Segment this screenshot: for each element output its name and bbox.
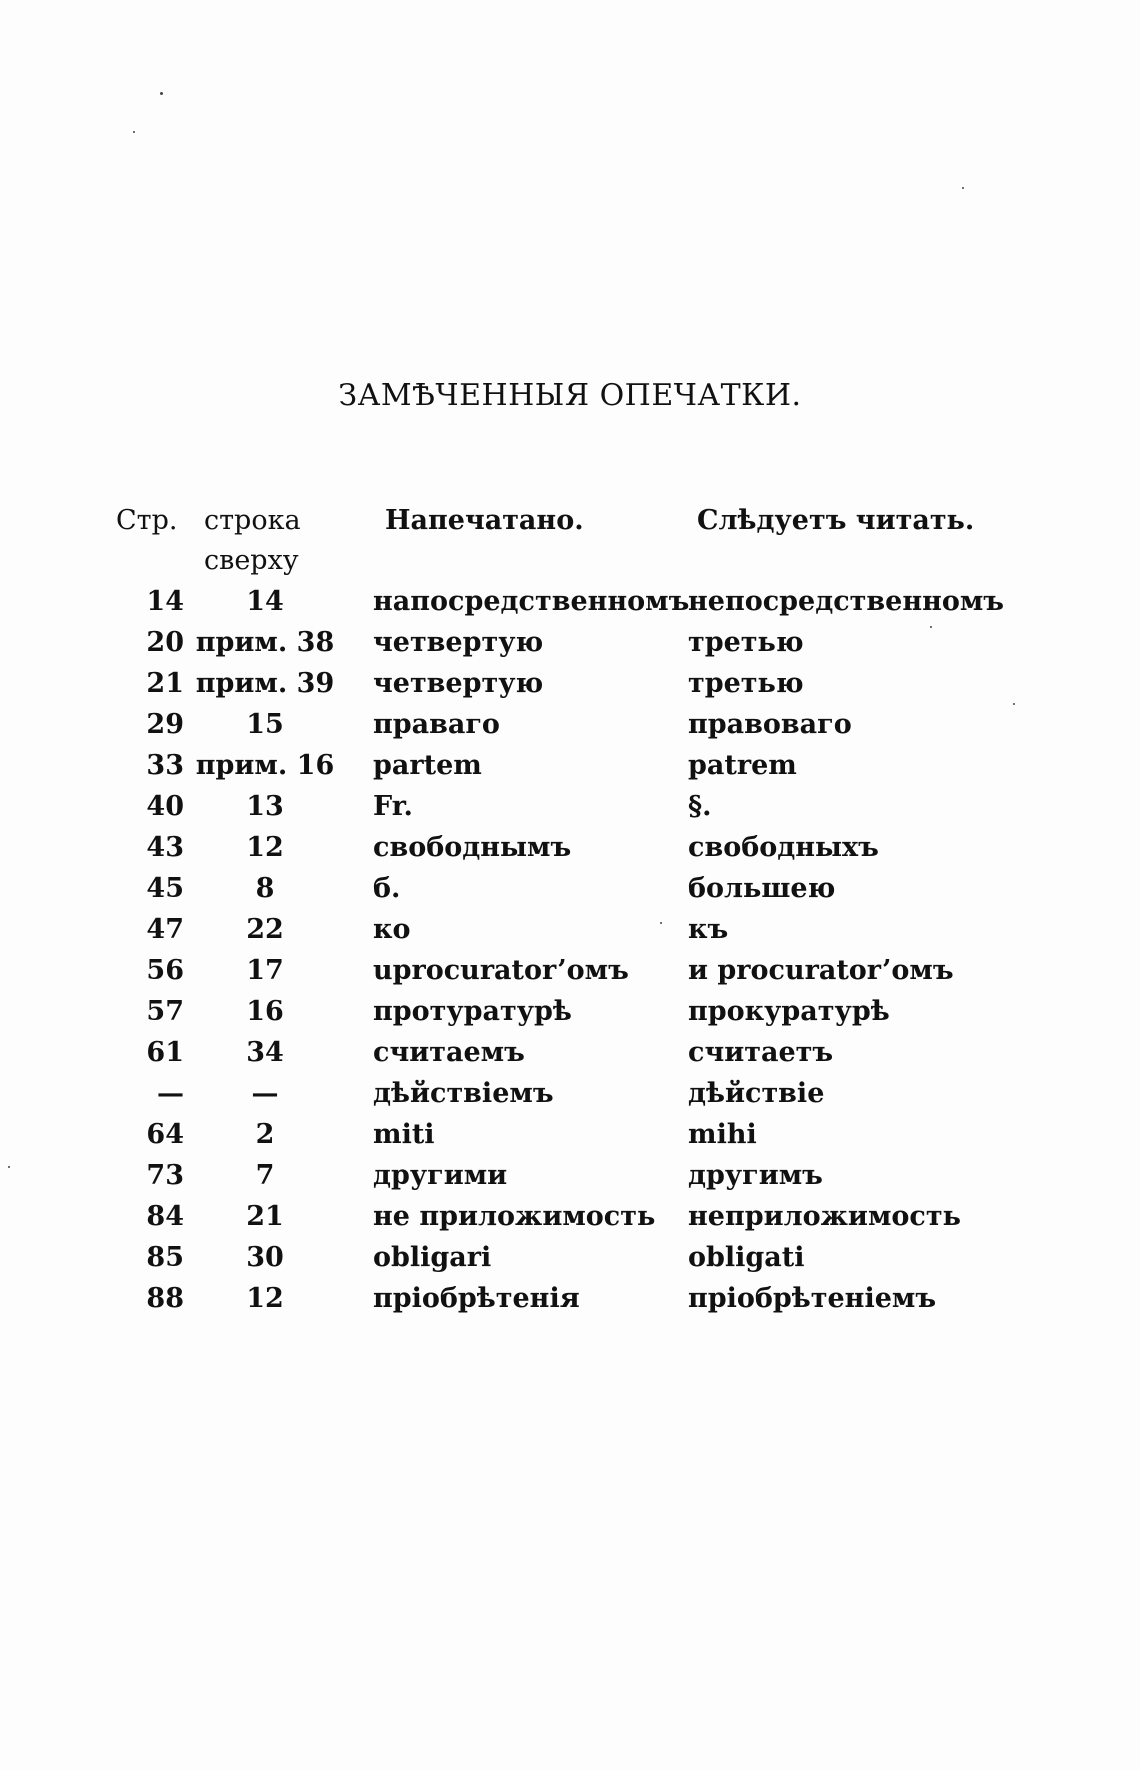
cell-correct: неприложимость bbox=[688, 1201, 961, 1232]
cell-correct: свободныхъ bbox=[688, 832, 879, 863]
cell-correct: прокуратурѣ bbox=[688, 996, 890, 1027]
table-row bbox=[0, 1119, 1140, 1159]
cell-printed: другими bbox=[373, 1160, 508, 1191]
cell-printed: считаемъ bbox=[373, 1037, 525, 1068]
cell-correct: большею bbox=[688, 873, 836, 904]
cell-printed: четвертую bbox=[373, 668, 544, 699]
cell-printed: не приложимость bbox=[373, 1201, 656, 1232]
cell-page: 64 bbox=[146, 1119, 184, 1150]
cell-correct: правоваго bbox=[688, 709, 852, 740]
cell-line: 13 bbox=[246, 791, 284, 822]
cell-correct: къ bbox=[688, 914, 729, 945]
cell-line: 8 bbox=[255, 873, 275, 904]
cell-page: 20 bbox=[146, 627, 184, 658]
table-row bbox=[0, 832, 1140, 872]
cell-line: — bbox=[251, 1078, 279, 1109]
cell-printed: четвертую bbox=[373, 627, 544, 658]
cell-correct: и procurator’омъ bbox=[688, 955, 954, 986]
cell-line: 17 bbox=[246, 955, 284, 986]
cell-page: 88 bbox=[146, 1283, 184, 1314]
cell-page: 40 bbox=[146, 791, 184, 822]
cell-page: 47 bbox=[146, 914, 184, 945]
cell-page: 73 bbox=[146, 1160, 184, 1191]
table-row bbox=[0, 791, 1140, 831]
print-speck bbox=[133, 131, 135, 133]
header-line-top: строка bbox=[204, 505, 301, 536]
cell-page: 21 bbox=[146, 668, 184, 699]
cell-line: 7 bbox=[255, 1160, 275, 1191]
table-row bbox=[0, 1160, 1140, 1200]
cell-printed: obligari bbox=[373, 1242, 492, 1273]
cell-correct: третью bbox=[688, 668, 804, 699]
table-row bbox=[0, 955, 1140, 995]
table-row bbox=[0, 750, 1140, 790]
cell-page: 29 bbox=[146, 709, 184, 740]
cell-printed: протуратурѣ bbox=[373, 996, 572, 1027]
cell-line: 16 bbox=[246, 996, 284, 1027]
cell-printed: напосредственномъ bbox=[373, 586, 690, 617]
cell-page: 33 bbox=[146, 750, 184, 781]
cell-page: — bbox=[157, 1078, 184, 1109]
cell-correct: считаетъ bbox=[688, 1037, 834, 1068]
cell-line: 2 bbox=[255, 1119, 275, 1150]
cell-printed: пріобрѣтенія bbox=[373, 1283, 580, 1314]
cell-correct: третью bbox=[688, 627, 804, 658]
cell-correct: дѣйствіе bbox=[688, 1078, 825, 1109]
cell-correct: пріобрѣтеніемъ bbox=[688, 1283, 937, 1314]
cell-line: 30 bbox=[246, 1242, 284, 1273]
cell-line: 12 bbox=[246, 832, 284, 863]
table-row bbox=[0, 996, 1140, 1036]
table-row bbox=[0, 873, 1140, 913]
cell-page: 43 bbox=[146, 832, 184, 863]
cell-printed: Fr. bbox=[373, 791, 413, 822]
print-speck bbox=[160, 92, 163, 95]
table-row bbox=[0, 627, 1140, 667]
cell-page: 56 bbox=[146, 955, 184, 986]
cell-line: 22 bbox=[246, 914, 284, 945]
page-title: ЗАМѢЧЕННЫЯ ОПЕЧАТКИ. bbox=[338, 378, 802, 413]
table-row bbox=[0, 586, 1140, 626]
cell-page: 45 bbox=[146, 873, 184, 904]
cell-printed: б. bbox=[373, 873, 401, 904]
cell-printed: partem bbox=[373, 750, 482, 781]
table-row bbox=[0, 668, 1140, 708]
print-speck bbox=[962, 187, 964, 189]
cell-printed: ко bbox=[373, 914, 411, 945]
table-row bbox=[0, 1242, 1140, 1282]
cell-printed: miti bbox=[373, 1119, 435, 1150]
cell-printed: uprocurator’омъ bbox=[373, 955, 629, 986]
cell-page: 85 bbox=[146, 1242, 184, 1273]
cell-page: 14 bbox=[146, 586, 184, 617]
cell-correct: mihi bbox=[688, 1119, 757, 1150]
cell-printed: дѣйствіемъ bbox=[373, 1078, 554, 1109]
header-line-bottom: сверху bbox=[204, 545, 299, 576]
header-correct: Слѣдуетъ читать. bbox=[697, 505, 975, 536]
cell-page: 84 bbox=[146, 1201, 184, 1232]
cell-line: 34 bbox=[246, 1037, 284, 1068]
header-printed: Напечатано. bbox=[385, 505, 584, 536]
table-row bbox=[0, 1283, 1140, 1323]
table-row bbox=[0, 914, 1140, 954]
table-row bbox=[0, 1037, 1140, 1077]
table-row bbox=[0, 709, 1140, 749]
table-row bbox=[0, 1078, 1140, 1118]
cell-line: прим. 16 bbox=[195, 750, 335, 781]
cell-correct: §. bbox=[688, 791, 712, 822]
cell-correct: patrem bbox=[688, 750, 797, 781]
cell-page: 57 bbox=[146, 996, 184, 1027]
cell-correct: другимъ bbox=[688, 1160, 823, 1191]
cell-page: 61 bbox=[146, 1037, 184, 1068]
cell-printed: праваго bbox=[373, 709, 500, 740]
cell-line: прим. 39 bbox=[195, 668, 335, 699]
cell-correct: непосредственномъ bbox=[688, 586, 1005, 617]
cell-correct: obligati bbox=[688, 1242, 805, 1273]
cell-line: 21 bbox=[246, 1201, 284, 1232]
cell-line: прим. 38 bbox=[195, 627, 335, 658]
cell-printed: свободнымъ bbox=[373, 832, 572, 863]
cell-line: 15 bbox=[246, 709, 284, 740]
cell-line: 12 bbox=[246, 1283, 284, 1314]
table-row bbox=[0, 1201, 1140, 1241]
cell-line: 14 bbox=[246, 586, 284, 617]
header-page: Стр. bbox=[116, 505, 178, 536]
